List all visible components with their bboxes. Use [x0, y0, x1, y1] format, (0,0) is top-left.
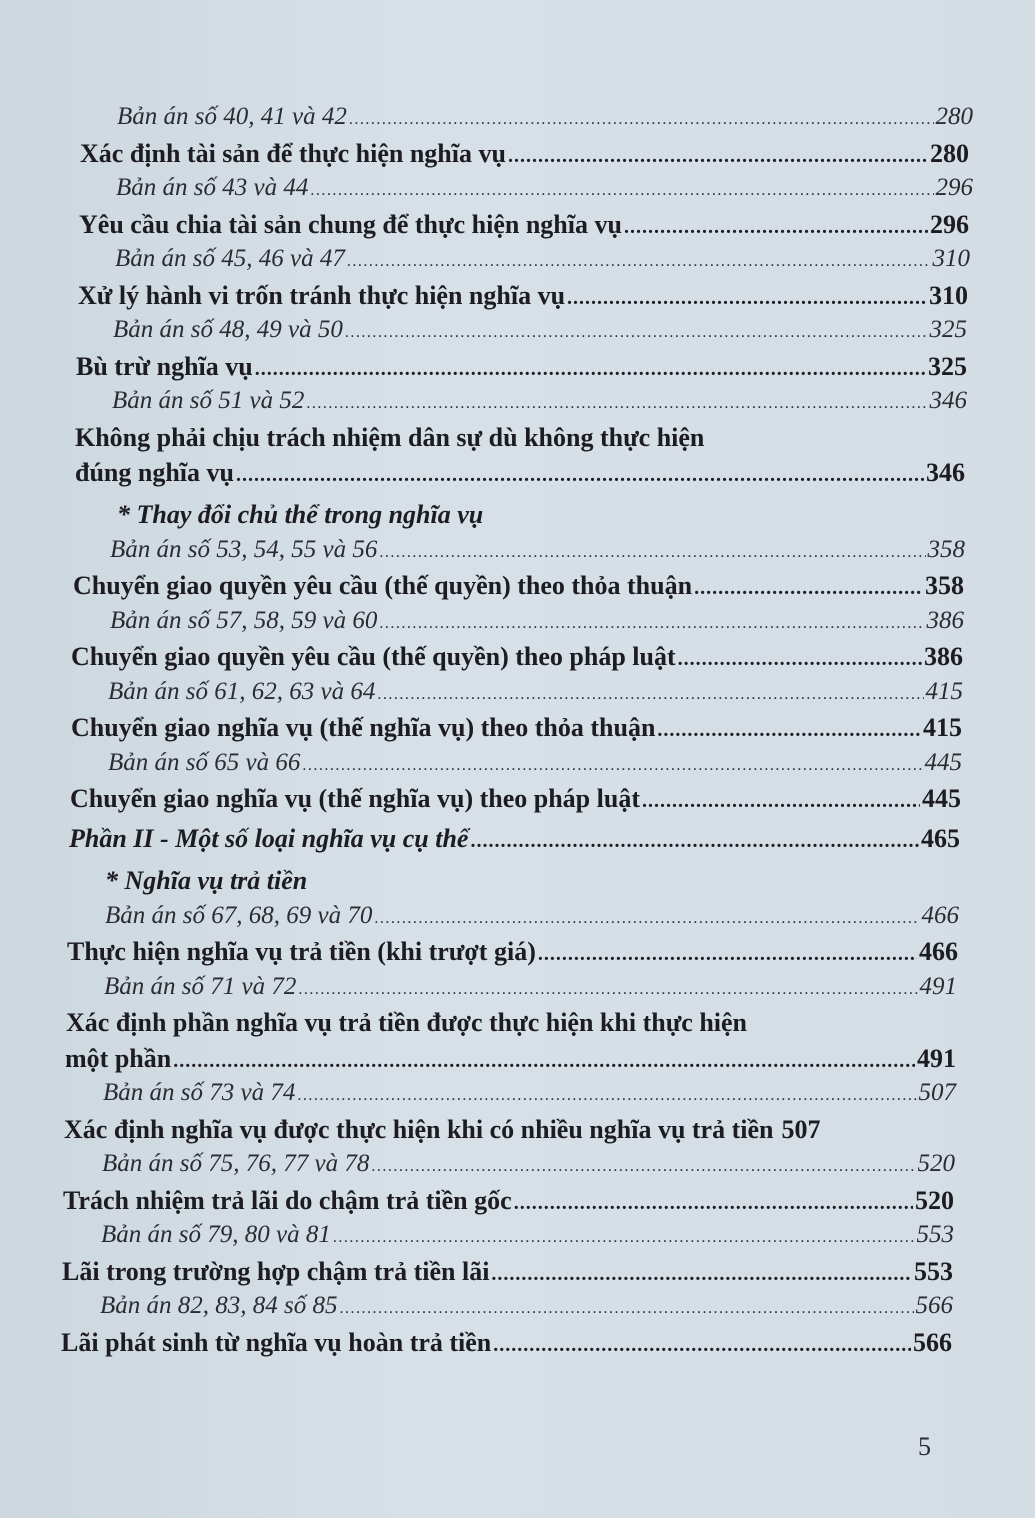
dot-leader [379, 536, 925, 564]
toc-page-number: 310 [932, 245, 970, 272]
dot-leader [349, 103, 934, 131]
dot-leader [642, 784, 920, 814]
toc-subentry [0, 678, 1035, 714]
toc-entry-title: Chuyển giao quyền yêu cầu (thế quyền) theo thỏa thuận [73, 571, 693, 600]
toc-entry-title: Xử lý hành vi trốn tránh thực hiện nghĩa vụ [78, 280, 566, 310]
toc-subentry-title: Bản án số 61, 62, 63 và 64 [108, 677, 376, 705]
toc-part-title: Phần II - Một số loại nghĩa vụ cụ thể [69, 823, 469, 853]
toc-page-number: 491 [917, 1043, 956, 1073]
toc-page-number: 325 [929, 316, 967, 343]
toc-page-number: 445 [922, 784, 961, 813]
toc-entry [0, 937, 1035, 973]
toc-entry [0, 281, 1035, 317]
toc-page-number: 296 [935, 174, 973, 201]
toc-entry [0, 784, 1035, 820]
dot-leader [333, 1221, 915, 1249]
toc-page-number: 566 [913, 1327, 952, 1357]
dot-leader [694, 571, 923, 601]
toc-page-number: 358 [927, 535, 965, 563]
toc-page-number: 280 [935, 103, 973, 130]
toc-page-number: 296 [930, 209, 969, 239]
toc-subentry [0, 1221, 1035, 1257]
toc-subentry-title: Bản án số 73 và 74 [103, 1079, 296, 1106]
toc-subentry-title: Bản án số 75, 76, 77 và 78 [102, 1150, 370, 1177]
toc-page-number: 386 [924, 642, 963, 671]
toc-entry-multiline [0, 1008, 1035, 1079]
dot-leader [371, 1150, 915, 1178]
dot-leader [345, 316, 928, 344]
toc-subentry [0, 1079, 1035, 1115]
toc-entry [0, 1257, 1035, 1293]
toc-entry-multiline [0, 423, 1035, 494]
toc-page-number: 466 [919, 937, 958, 966]
toc-subentry-title: Bản án số 51 và 52 [112, 387, 305, 414]
toc-entry [0, 352, 1035, 388]
toc-subentry-title: Bản án số 79, 80 và 81 [101, 1221, 331, 1248]
toc-subentry [0, 103, 1035, 139]
toc-entry [0, 1328, 1035, 1364]
toc-entry-title: Lãi phát sinh từ nghĩa vụ hoàn trả tiền [61, 1327, 492, 1357]
toc-entry [0, 210, 1035, 246]
toc-subentry [0, 1292, 1035, 1328]
toc-page-number: 507 [781, 1114, 821, 1144]
toc-entry-title: Xác định tài sản để thực hiện nghĩa vụ [80, 138, 506, 168]
toc-subentry [0, 387, 1035, 423]
toc-entry-title-line1: Không phải chịu trách nhiệm dân sự dù không thực hiện [75, 422, 705, 452]
toc-page-number: 566 [915, 1292, 953, 1319]
section-heading: * Nghĩa vụ trả tiền [105, 865, 308, 895]
toc-entry [0, 458, 1035, 494]
toc-subentry-title: Bản án số 57, 58, 59 và 60 [110, 606, 378, 634]
dot-leader [306, 387, 927, 415]
toc-subentry [0, 536, 1035, 572]
toc-page-number: 415 [923, 713, 962, 742]
page-number: 5 [918, 1432, 931, 1461]
dot-leader [493, 1328, 911, 1358]
toc-subentry [0, 1150, 1035, 1186]
dot-leader [538, 937, 917, 967]
toc-entry-title: Trách nhiệm trả lãi do chậm trả tiền gốc [63, 1185, 512, 1215]
dot-leader [624, 210, 928, 240]
toc-subentry-title: Bản án số 40, 41 và 42 [117, 103, 347, 130]
toc-entry [0, 139, 1035, 175]
toc-entry [0, 1115, 1035, 1151]
toc-page-number: 346 [926, 458, 965, 487]
toc-page-number: 358 [925, 571, 964, 600]
dot-leader [678, 642, 922, 672]
dot-leader [236, 458, 924, 488]
toc-subentry [0, 973, 1035, 1009]
toc-subentry-title: Bản án số 53, 54, 55 và 56 [110, 535, 378, 563]
toc-subentry [0, 245, 1035, 281]
toc-page-number: 553 [916, 1221, 954, 1248]
dot-leader [173, 1044, 915, 1074]
toc-page-number: 553 [914, 1256, 953, 1286]
dot-leader [310, 174, 933, 202]
toc-entry [0, 713, 1035, 749]
toc-subentry [0, 174, 1035, 210]
dot-leader [470, 824, 919, 854]
dot-leader [297, 1079, 916, 1107]
toc-entry-title: Thực hiện nghĩa vụ trả tiền (khi trượt giá) [67, 937, 536, 966]
toc-entry [0, 642, 1035, 678]
toc-entry [0, 571, 1035, 607]
dot-leader [657, 713, 921, 743]
toc-entry-title: Bù trừ nghĩa vụ [76, 351, 253, 381]
toc-subentry-title: Bản án số 45, 46 và 47 [115, 245, 345, 272]
toc-subentry-title: Bản án 82, 83, 84 số 85 [100, 1292, 338, 1319]
toc-page-number: 310 [929, 280, 968, 310]
toc-entry-title: một phần [65, 1043, 172, 1073]
toc-page-number: 415 [925, 677, 963, 705]
toc-entry-title: Chuyển giao nghĩa vụ (thế nghĩa vụ) theo thỏa thuận [71, 713, 656, 742]
toc-subentry-title: Bản án số 43 và 44 [116, 174, 309, 201]
toc-entry-title-line1: Xác định phần nghĩa vụ trả tiền được thực hiện khi thực hiện [66, 1008, 748, 1037]
dot-leader [567, 281, 927, 311]
toc-entry-title: đúng nghĩa vụ [75, 458, 234, 487]
toc-page-number: 520 [915, 1185, 954, 1215]
toc-entry-title: Chuyển giao nghĩa vụ (thế nghĩa vụ) theo pháp luật [70, 784, 640, 813]
dot-leader [377, 678, 923, 706]
dot-leader [340, 1292, 914, 1320]
section-heading: * Thay đổi chủ thể trong nghĩa vụ [117, 499, 484, 529]
toc-part-heading [0, 820, 1035, 860]
toc-entry-title: Chuyển giao quyền yêu cầu (thế quyền) theo pháp luật [71, 642, 676, 671]
dot-leader [255, 352, 926, 382]
toc-subentry-title: Bản án số 71 và 72 [104, 972, 297, 1000]
dot-leader [347, 245, 931, 273]
toc-entry-title: Yêu cầu chia tài sản chung để thực hiện nghĩa vụ [79, 209, 622, 239]
dot-leader [379, 607, 924, 635]
toc-page-number: 346 [929, 387, 967, 414]
toc-page-number: 386 [926, 606, 964, 634]
toc-page-number: 520 [917, 1150, 955, 1177]
toc-entry [0, 1044, 1035, 1080]
dot-leader [491, 1257, 912, 1287]
toc-page-number: 491 [919, 972, 957, 1000]
toc-subentry [0, 316, 1035, 352]
toc-subentry [0, 607, 1035, 643]
toc-page-number: 466 [921, 901, 959, 929]
toc-entry [0, 1186, 1035, 1222]
table-of-contents [0, 103, 1035, 1363]
toc-subentry-title: Bản án số 67, 68, 69 và 70 [105, 901, 373, 929]
toc-subentry [0, 902, 1035, 938]
toc-page-number: 465 [921, 823, 960, 853]
toc-page-number: 325 [928, 351, 967, 381]
toc-subentry-title: Bản án số 48, 49 và 50 [113, 316, 343, 343]
dot-leader [374, 902, 919, 930]
toc-entry-title: Xác định nghĩa vụ được thực hiện khi có nhiều nghĩa vụ trả tiền [64, 1114, 774, 1144]
dot-leader [302, 749, 922, 777]
toc-entry-title: Lãi trong trường hợp chậm trả tiền lãi [62, 1256, 490, 1286]
toc-page-number: 445 [924, 748, 962, 776]
toc-subentry-title: Bản án số 65 và 66 [108, 748, 301, 776]
dot-leader [298, 973, 917, 1001]
toc-page-number: 280 [930, 138, 969, 168]
toc-page-number: 507 [918, 1079, 956, 1106]
dot-leader [508, 139, 928, 169]
toc-subentry [0, 749, 1035, 785]
dot-leader [514, 1186, 913, 1216]
